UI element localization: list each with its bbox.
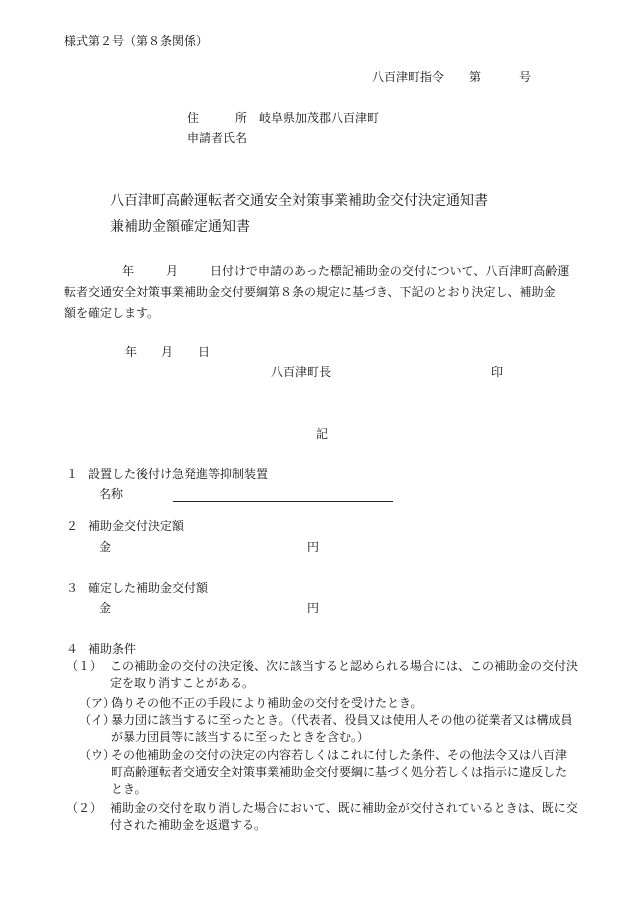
condition2-number: （２） — [66, 801, 103, 815]
address-label-2: 所 — [235, 111, 248, 125]
condition1-number: （１） — [66, 659, 103, 673]
section3-yen: 円 — [307, 601, 320, 615]
body-paragraph — [64, 261, 574, 324]
document-title-line2: 兼補助金額確定通知書 — [110, 219, 250, 235]
ki-heading: 記 — [316, 427, 329, 441]
section1-number: １ — [66, 467, 79, 481]
date-nen: 年 — [125, 345, 138, 359]
section2-number: ２ — [66, 519, 79, 533]
seal-mark: 印 — [491, 365, 504, 379]
section1-heading: 設置した後付け急発進等抑制装置 — [88, 467, 269, 481]
date-hi: 日 — [198, 345, 211, 359]
condition-a-number: （ア） — [79, 696, 116, 710]
condition-a-text: 偽りその他不正の手段により補助金の交付を受けたとき。 — [111, 696, 423, 710]
condition2-text: 補助金の交付を取り消した場合において、既に補助金が交付されているときは、既に交付された補助金を返還する。 — [110, 801, 578, 832]
body-text-3: 額を確定します。 — [64, 306, 160, 320]
applicant-name-label: 申請者氏名 — [187, 131, 248, 145]
section2-yen: 円 — [307, 540, 320, 554]
section2-kin: 金 — [99, 540, 112, 554]
address-label-1: 住 — [187, 111, 200, 125]
condition1-text-content: この補助金の交付の決定後、次に該当すると認められる場合には、この補助金の交付決定を取り消すことがある。 — [110, 659, 579, 690]
body-text-1: 日付けで申請のあった標記補助金の交付について、八百津町高齢運 — [210, 264, 570, 278]
doc-number-prefix: 八百津町指令 — [372, 70, 445, 84]
condition1-text — [110, 658, 578, 692]
body-tsuki: 月 — [166, 264, 179, 278]
body-nen: 年 — [122, 264, 135, 278]
section3-heading: 確定した補助金交付額 — [88, 581, 209, 595]
section4-number: ４ — [66, 642, 79, 656]
document-title-line1: 八百津町高齢運転者交通安全対策事業補助金交付決定通知書 — [110, 193, 488, 209]
address-value: 岐阜県加茂郡八百津町 — [259, 111, 380, 125]
name-underline — [173, 501, 393, 502]
form-label: 様式第２号（第８条関係） — [64, 34, 209, 48]
body-text-2: 転者交通安全対策事業補助金交付要綱第８条の規定に基づき、下記のとおり決定し、補助金 — [64, 285, 556, 299]
section1-name-label: 名称 — [99, 487, 124, 501]
section2-heading: 補助金交付決定額 — [88, 519, 185, 533]
section4-heading: 補助条件 — [88, 642, 137, 656]
condition-i-number: （イ） — [79, 713, 116, 727]
doc-number-go: 号 — [519, 70, 532, 84]
condition-u-number: （ウ） — [79, 748, 116, 762]
mayor-title: 八百津町長 — [271, 365, 332, 379]
doc-number-dai: 第 — [469, 70, 482, 84]
condition-u-text: その他補助金の交付の決定の内容若しくはこれに付した条件、その他法令又は八百津町高齢運転者交通安全対策事業補助金交付要綱に基づく処分若しくは指示に違反したとき。 — [111, 748, 568, 796]
date-tsuki: 月 — [161, 345, 174, 359]
condition-i-text: 暴力団に該当するに至ったとき。（代表者、役員又は使用人その他の従業者又は構成員が暴力団員等に該当するに至ったときを含む。） — [111, 713, 573, 744]
section3-kin: 金 — [99, 601, 112, 615]
section3-number: ３ — [66, 581, 79, 595]
